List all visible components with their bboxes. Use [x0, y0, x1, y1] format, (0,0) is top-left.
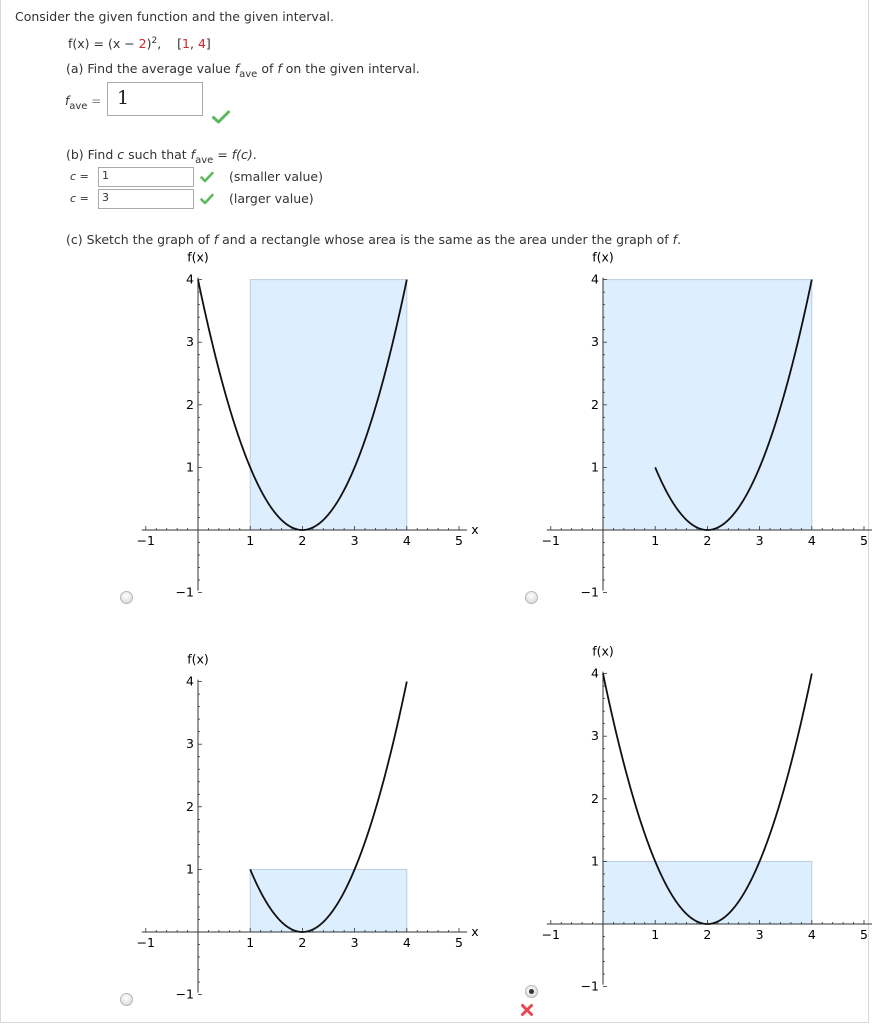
check-icon — [200, 193, 214, 205]
part-b-mid: such that — [124, 147, 191, 162]
part-c-mid: and a rectangle whose area is the same as the area under the graph of — [218, 232, 673, 247]
y-tick-label: 4 — [186, 673, 194, 689]
part-b-sub: ave — [195, 155, 214, 166]
x-tick-label: 4 — [807, 533, 816, 548]
area-rectangle — [250, 869, 407, 932]
c-label-2-c: c — [70, 192, 77, 205]
fave-label-eq: = — [91, 94, 102, 108]
x-tick-label: 1 — [651, 533, 660, 548]
y-tick-label: 4 — [186, 271, 194, 287]
part-a-suffix: on the given interval. — [281, 61, 420, 76]
y-tick-label: 3 — [186, 736, 194, 752]
y-axis-label: f(x) — [187, 250, 209, 265]
part-c-f: f — [213, 232, 219, 247]
y-tick-label: −1 — [175, 986, 194, 1002]
check-icon — [212, 110, 230, 124]
x-axis-label: x — [471, 924, 479, 939]
x-tick-label: 5 — [455, 533, 463, 548]
fave-label — [65, 94, 101, 112]
y-tick-label: 2 — [591, 790, 599, 806]
y-tick-label: 1 — [591, 853, 599, 869]
part-a-question — [66, 61, 420, 80]
x-tick-label: −1 — [541, 533, 561, 548]
c-smaller-input[interactable] — [98, 167, 194, 187]
part-c-question — [66, 232, 681, 247]
y-tick-label: 2 — [186, 396, 194, 412]
option-2-radio[interactable] — [525, 591, 538, 604]
interval-close: ] — [205, 36, 211, 51]
x-tick-label: 5 — [860, 533, 868, 548]
y-axis-label: f(x) — [592, 644, 614, 659]
interval-start: 1 — [182, 36, 190, 51]
function-exponent: 2 — [151, 36, 158, 46]
part-a-mid: of — [257, 61, 278, 76]
y-tick-label: −1 — [580, 584, 599, 600]
area-rectangle — [603, 861, 812, 924]
part-b-f: f — [190, 147, 196, 162]
y-tick-label: 1 — [186, 861, 194, 877]
part-b-eq: = — [213, 147, 232, 162]
y-axis-label: f(x) — [592, 250, 614, 265]
area-rectangle — [250, 280, 407, 530]
c-label-1-c: c — [70, 170, 77, 183]
function-definition — [68, 36, 211, 51]
smaller-value-note: (smaller value) — [229, 169, 323, 184]
part-b-c: c — [117, 147, 125, 162]
x-tick-label: 2 — [703, 927, 712, 942]
function-lhs: f(x) = (x − — [68, 36, 139, 51]
part-b-question — [66, 147, 257, 166]
interval-open: [ — [177, 36, 183, 51]
x-tick-label: −1 — [541, 927, 561, 942]
part-a-f2: f — [277, 61, 282, 76]
part-b-fc: f(c) — [231, 147, 253, 162]
fave-label-f: f — [65, 94, 70, 108]
y-tick-label: 3 — [186, 334, 194, 350]
part-c-f2: f — [672, 232, 678, 247]
x-tick-label: 1 — [246, 935, 255, 950]
part-b-end: . — [252, 147, 257, 162]
y-tick-label: 4 — [591, 665, 599, 681]
y-tick-label: 2 — [186, 798, 194, 814]
x-tick-label: 4 — [402, 533, 411, 548]
graph-option-4 — [535, 644, 875, 1004]
y-tick-label: −1 — [580, 978, 599, 994]
y-tick-label: 3 — [591, 334, 599, 350]
x-tick-label: 2 — [298, 935, 307, 950]
c-smaller-value: 1 — [102, 169, 109, 182]
x-tick-label: 5 — [455, 935, 463, 950]
part-a-f: f — [234, 61, 240, 76]
x-tick-label: 1 — [246, 533, 255, 548]
y-tick-label: 1 — [186, 459, 194, 475]
function-comma: , — [157, 36, 162, 51]
option-4-radio[interactable] — [525, 985, 538, 998]
c-label-1 — [70, 170, 89, 183]
x-tick-label: 2 — [298, 533, 307, 548]
larger-value-note: (larger value) — [229, 191, 314, 206]
x-tick-label: 3 — [755, 533, 764, 548]
x-tick-label: 3 — [755, 927, 764, 942]
y-axis-label: f(x) — [187, 652, 209, 667]
interval-end: 4 — [197, 36, 206, 51]
cross-icon — [520, 1003, 534, 1017]
x-tick-label: 2 — [703, 533, 712, 548]
x-tick-label: 4 — [402, 935, 411, 950]
function-close-paren: ) — [146, 36, 152, 51]
c-label-1-eq: = — [79, 170, 89, 183]
y-tick-label: 1 — [591, 459, 599, 475]
x-axis-label: x — [471, 522, 479, 537]
intro-text: Consider the given function and the given interval. — [15, 9, 334, 24]
part-b-prefix: (b) Find — [66, 147, 118, 162]
option-1-radio[interactable] — [120, 591, 133, 604]
part-c-end: . — [677, 232, 682, 247]
c-label-2 — [70, 192, 89, 205]
part-a-sub: ave — [239, 69, 258, 80]
y-tick-label: 3 — [591, 728, 599, 744]
c-label-2-eq: = — [79, 192, 89, 205]
part-c-prefix: (c) Sketch the graph of — [66, 232, 214, 247]
x-tick-label: 5 — [860, 927, 868, 942]
x-tick-label: 4 — [807, 927, 816, 942]
interval-separator: , — [189, 36, 198, 51]
c-larger-value: 3 — [102, 191, 109, 204]
graph-option-2 — [535, 250, 875, 610]
option-3-radio[interactable] — [120, 993, 133, 1006]
part-a-prefix: (a) Find the average value — [66, 61, 235, 76]
x-tick-label: 3 — [350, 533, 359, 548]
graph-option-1 — [130, 250, 490, 610]
fave-answer-value: 1 — [117, 87, 130, 109]
x-tick-label: 1 — [651, 927, 660, 942]
y-tick-label: 2 — [591, 396, 599, 412]
check-icon — [200, 171, 214, 183]
fave-label-sub: ave — [69, 101, 88, 112]
x-tick-label: −1 — [136, 533, 156, 548]
function-shift: 2 — [138, 36, 147, 51]
y-tick-label: −1 — [175, 584, 194, 600]
x-tick-label: 3 — [350, 935, 359, 950]
c-larger-input[interactable] — [98, 189, 194, 209]
graph-option-3 — [130, 652, 490, 1012]
fave-answer-input[interactable] — [107, 82, 203, 116]
y-tick-label: 4 — [591, 271, 599, 287]
x-tick-label: −1 — [136, 935, 156, 950]
